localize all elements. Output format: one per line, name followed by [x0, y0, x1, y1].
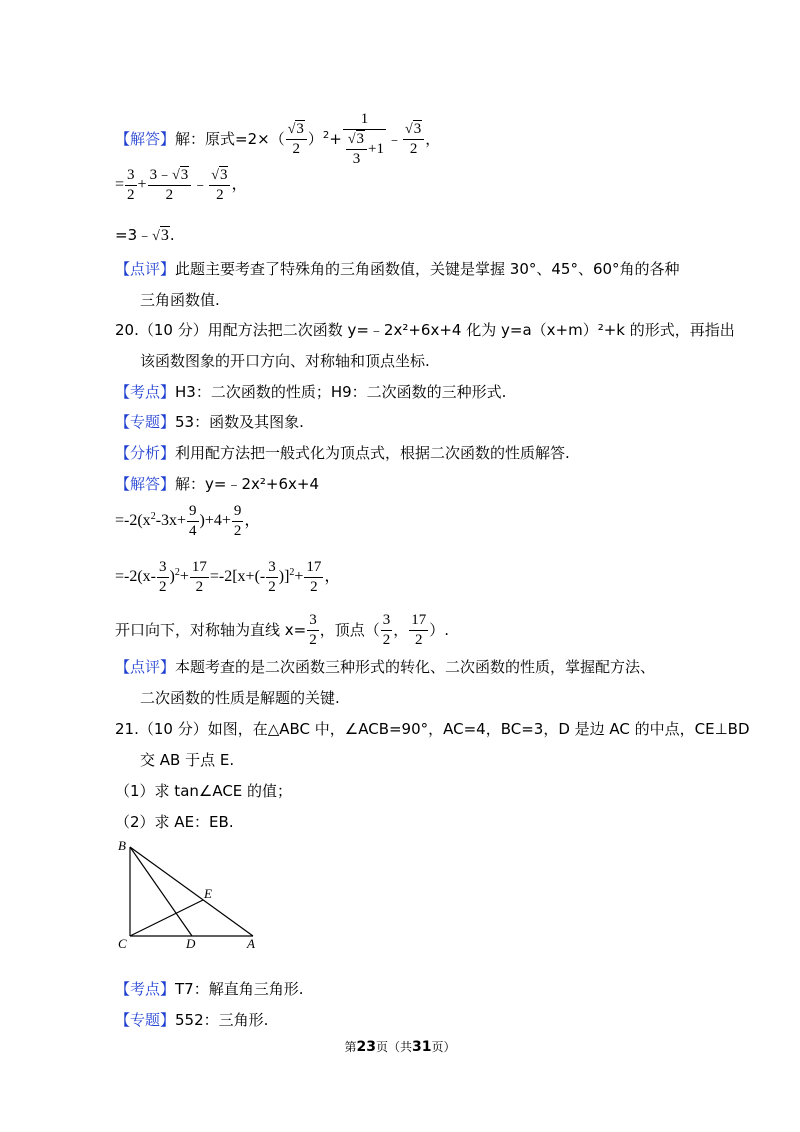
q19-answer-line2 [115, 168, 247, 203]
text: ， [244, 512, 261, 530]
text: =3﹣ [115, 226, 153, 244]
text: 2 [322, 130, 330, 141]
q20-conclusion [115, 613, 449, 648]
text: 3 [413, 121, 422, 137]
text: 3 [356, 131, 365, 147]
text: 3 [307, 613, 319, 631]
q20-analysis [115, 442, 570, 463]
text: 页） [431, 1040, 456, 1054]
q19-answer-line3: =3﹣√3. [115, 226, 175, 244]
label-B: B [118, 838, 126, 853]
q20-topic [115, 411, 304, 432]
q20-stem-line1: 20.（10 分）用配方法把二次函数 y=﹣2x²+6x+4 化为 y=a（x+m）²+k 的形式，再指出 [115, 321, 735, 339]
text: 2 [415, 632, 423, 648]
text: 解：y=﹣2x²+6x+4 [175, 475, 319, 493]
text: 第 [344, 1040, 357, 1054]
answer-tag: 【解答】 [115, 475, 176, 493]
fraction [266, 560, 278, 595]
text: 本题考查的是二次函数三种形式的转化、二次函数的性质，掌握配方法、 [175, 658, 656, 676]
analysis-tag: 【分析】 [115, 444, 176, 462]
label-E: E [204, 886, 212, 901]
text: 3 [296, 121, 304, 137]
fraction: $\frac{√3}{2}$ [286, 122, 307, 157]
page-number: 23 [356, 1039, 376, 1055]
text: + [329, 130, 342, 148]
fraction [187, 504, 199, 539]
text: ﹣ [192, 176, 209, 194]
text: 3 [125, 168, 137, 186]
text: 2 [309, 632, 317, 648]
text: 3 [266, 560, 278, 578]
text: ，顶点（ [319, 621, 380, 639]
comment-tag: 【点评】 [115, 658, 176, 676]
text: 3 [381, 613, 393, 631]
text: 17 [190, 560, 209, 578]
text: 2 [195, 579, 204, 595]
text: )] [278, 568, 290, 586]
text: H3：二次函数的性质；H9：二次函数的三种形式. [175, 383, 507, 401]
q19-comment [115, 258, 680, 279]
text: ， [324, 568, 341, 586]
text: 2 [268, 579, 276, 595]
text: 53：函数及其图象. [175, 413, 304, 431]
text: 2 [150, 510, 156, 522]
fraction: $\frac{√3}{2}$ [209, 168, 230, 203]
q20-step1 [115, 504, 260, 539]
page-footer [0, 1038, 800, 1055]
text: 利用配方法把一般式化为顶点式，根据二次函数的性质解答. [175, 444, 570, 462]
text: 2 [409, 141, 418, 157]
text: 1 [343, 112, 386, 130]
text: + [294, 568, 304, 586]
q19-answer-line1 [115, 112, 440, 167]
point-tag: 【考点】 [115, 980, 176, 998]
q21-stem-line2: 交 AB 于点 E. [140, 751, 235, 769]
text: = [115, 176, 125, 194]
fraction [232, 504, 244, 539]
text: ， [231, 176, 248, 194]
text: T7：解直角三角形. [175, 980, 304, 998]
text: 2 [310, 579, 318, 595]
text: + [179, 568, 189, 586]
fraction [381, 613, 393, 648]
text: 3 [160, 227, 169, 244]
q20-comment [115, 656, 655, 677]
text: 2 [127, 187, 135, 203]
q20-step2: =-2(x- $\frac{3}{2}$ )$^2$+ $\frac{17}{2}$ =-2[x+(- $\frac{3}{2}$ )]$^2$+ $\frac{17}{2}$ ， [115, 559, 341, 595]
topic-tag: 【专题】 [115, 413, 176, 431]
text: -3x+ [155, 512, 187, 530]
q21-part1: （1）求 tan∠ACE 的值； [115, 782, 293, 800]
point-tag: 【考点】 [115, 383, 176, 401]
fraction: $\frac{√3}{2}$ [403, 122, 424, 157]
text: ） [307, 130, 323, 148]
q20-answer [115, 473, 319, 494]
fraction [157, 560, 169, 595]
text: 2 [382, 632, 391, 648]
text: 开口向下，对称轴为直线 x= [115, 621, 307, 639]
text: 3﹣ [149, 167, 173, 183]
q21-part2: （2）求 AE：EB. [115, 813, 234, 831]
text: 4 [189, 523, 197, 539]
page-total: 31 [412, 1039, 432, 1055]
topic-tag: 【专题】 [115, 1011, 176, 1029]
text: ﹣ [387, 130, 403, 148]
text: 9 [187, 504, 199, 522]
fraction: $\frac{√3}{3}$ [346, 132, 367, 167]
q20-point [115, 381, 506, 402]
text: ， [393, 621, 409, 639]
segment-CE [130, 900, 203, 936]
text: 3 [219, 167, 228, 183]
text: + [137, 176, 147, 194]
text: 2 [165, 187, 174, 203]
text: 2 [292, 141, 301, 157]
fraction [307, 613, 319, 648]
q19-comment-cont: 三角函数值. [140, 291, 220, 309]
text: 此题主要考查了特殊角的三角函数值，关键是掌握 30°、45°、60°角的各种 [175, 260, 680, 278]
q21-point [115, 978, 304, 999]
label-D: D [186, 936, 196, 951]
q21-topic [115, 1009, 268, 1030]
fraction [125, 168, 137, 203]
text: 3 [180, 167, 189, 183]
text: 2 [233, 523, 242, 539]
text: 2 [216, 187, 224, 203]
text: 17 [304, 560, 323, 578]
q20-comment-cont: 二次函数的性质是解题的关键. [140, 689, 340, 707]
text: 2 [159, 579, 167, 595]
text: =-2(x [115, 512, 151, 530]
triangle-figure [112, 836, 272, 952]
text: ， [425, 130, 441, 148]
fraction [190, 560, 209, 595]
text: +1 [368, 140, 385, 157]
label-A: A [247, 936, 255, 951]
q21-stem-line1: 21.（10 分）如图，在△ABC 中，∠ACB=90°，AC=4，BC=3，D 是边 AC 的中点，CE⊥BD [115, 720, 750, 738]
segment-BA [130, 847, 253, 936]
text: =-2(x- [115, 568, 157, 586]
text: 3 [157, 560, 169, 578]
text: 17 [409, 613, 428, 631]
text: 解：原式=2×（ [175, 130, 285, 148]
text: 页（共 [375, 1040, 412, 1054]
text: 2 [174, 566, 180, 578]
fraction [304, 560, 323, 595]
q20-stem-line2: 该函数图象的开口方向、对称轴和顶点坐标. [140, 352, 430, 370]
text: 2 [289, 566, 295, 578]
segment-BD [130, 847, 192, 936]
text: =-2[x+(- [209, 568, 266, 586]
text: 9 [232, 504, 244, 522]
fraction [343, 112, 386, 167]
fraction: $\frac{3﹣√3}{2}$ [148, 168, 192, 203]
answer-tag: 【解答】 [115, 130, 176, 148]
text: 552：三角形. [175, 1011, 269, 1029]
label-C: C [118, 936, 127, 951]
fraction [409, 613, 428, 648]
text: 3 [352, 151, 361, 167]
text: )+4+ [199, 512, 231, 530]
comment-tag: 【点评】 [115, 260, 176, 278]
text: . [169, 226, 175, 244]
text: ）. [429, 621, 450, 639]
